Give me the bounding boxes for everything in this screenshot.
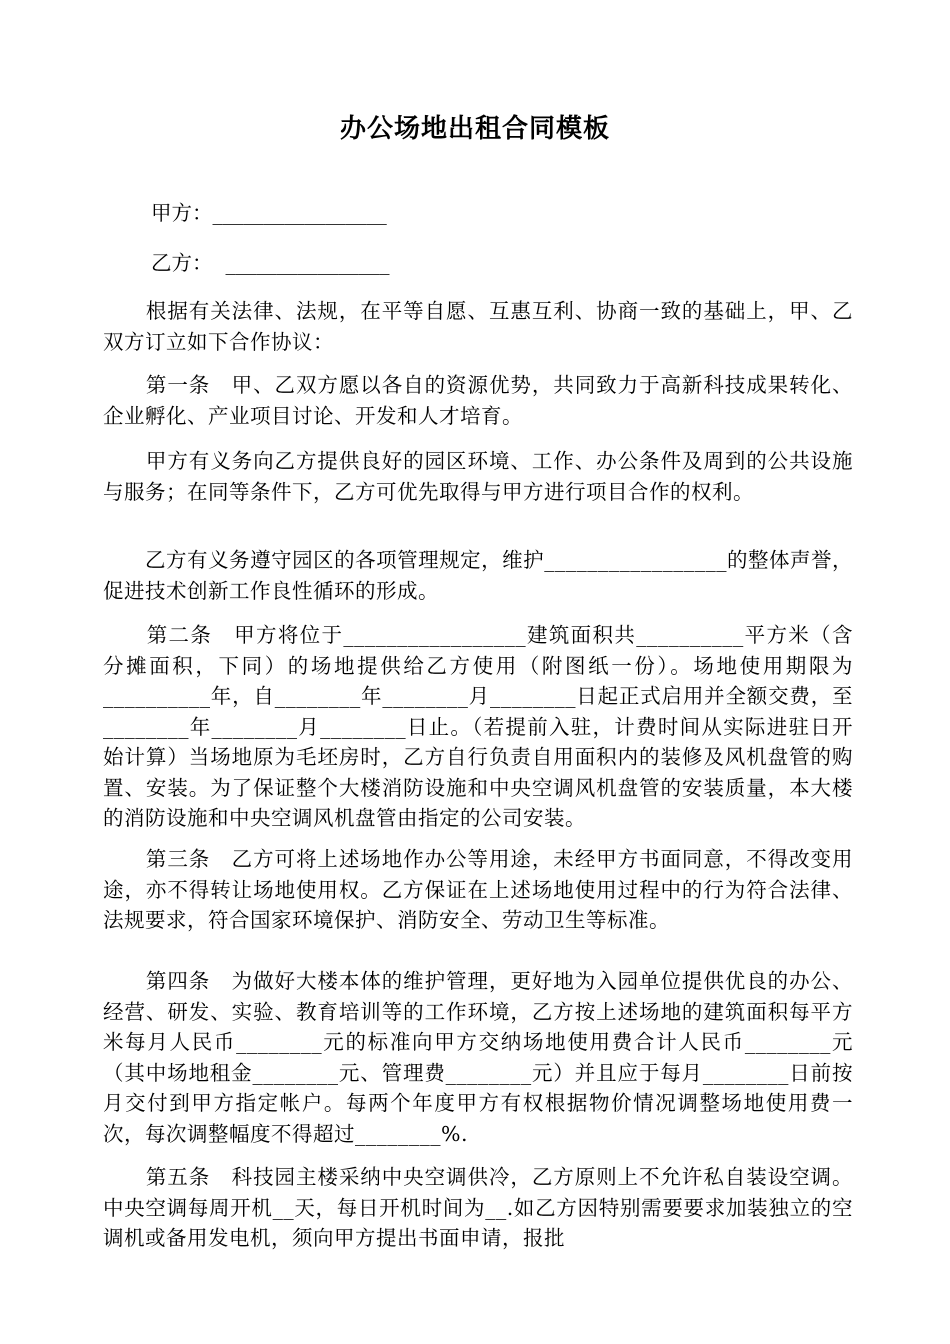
party-b-line: 乙方： ________________	[151, 251, 390, 275]
document-title: 办公场地出租合同模板	[339, 114, 610, 144]
party-b-duty-paragraph: 乙方有义务遵守园区的各项管理规定，维护_________________的整体声誉，促进技术创新工作良性循环的形成。	[103, 548, 853, 603]
article-4-paragraph: 第四条 为做好大楼本体的维护管理，更好地为入园单位提供优良的办公、经营、研发、实验、教育培训等的工作环境，乙方按上述场地的建筑面积每平方米每月人民币________元的标准向甲方交纳场地使用费合计人民币________元（其中场地租金________元、管理费________元）并且应于每月________日前按月交付到甲方指定帐户。每两个年度甲方有权根据物价情况调整场地使用费一次，每次调整幅度不得超过________%.	[103, 969, 853, 1146]
article-5-paragraph: 第五条 科技园主楼采纳中央空调供冷，乙方原则上不允许私自装设空调。中央空调每周开机__天，每日开机时间为__.如乙方因特别需要要求加装独立的空调机或备用发电机，须向甲方提出书面申请，报批	[103, 1165, 853, 1250]
preamble-paragraph: 根据有关法律、法规，在平等自愿、互惠互利、协商一致的基础上，甲、乙双方订立如下合作协议：	[103, 299, 853, 354]
party-a-duty-paragraph: 甲方有义务向乙方提供良好的园区环境、工作、办公条件及周到的公共设施与服务；在同等条件下，乙方可优先取得与甲方进行项目合作的权利。	[103, 449, 853, 504]
party-a-line: 甲方：_________________	[151, 201, 387, 225]
article-2-paragraph: 第二条 甲方将位于_________________建筑面积共__________平方米（含分摊面积，下同）的场地提供给乙方使用（附图纸一份）。场地使用期限为__________年，自________年________月________日起正式启用并全额交费，至________年________月________日止。（若提前入驻，计费时间从实际进驻日开始计算）当场地原为毛坯房时，乙方自行负责自用面积内的装修及风机盘管的购置、安装。为了保证整个大楼消防设施和中央空调风机盘管的安装质量，本大楼的消防设施和中央空调风机盘管由指定的公司安装。	[103, 623, 853, 830]
article-1-paragraph: 第一条 甲、乙双方愿以各自的资源优势，共同致力于高新科技成果转化、企业孵化、产业项目讨论、开发和人才培育。	[103, 373, 853, 428]
article-3-paragraph: 第三条 乙方可将上述场地作办公等用途，未经甲方书面同意，不得改变用途，亦不得转让场地使用权。乙方保证在上述场地使用过程中的行为符合法律、法规要求，符合国家环境保护、消防安全、劳动卫生等标准。	[103, 847, 853, 932]
